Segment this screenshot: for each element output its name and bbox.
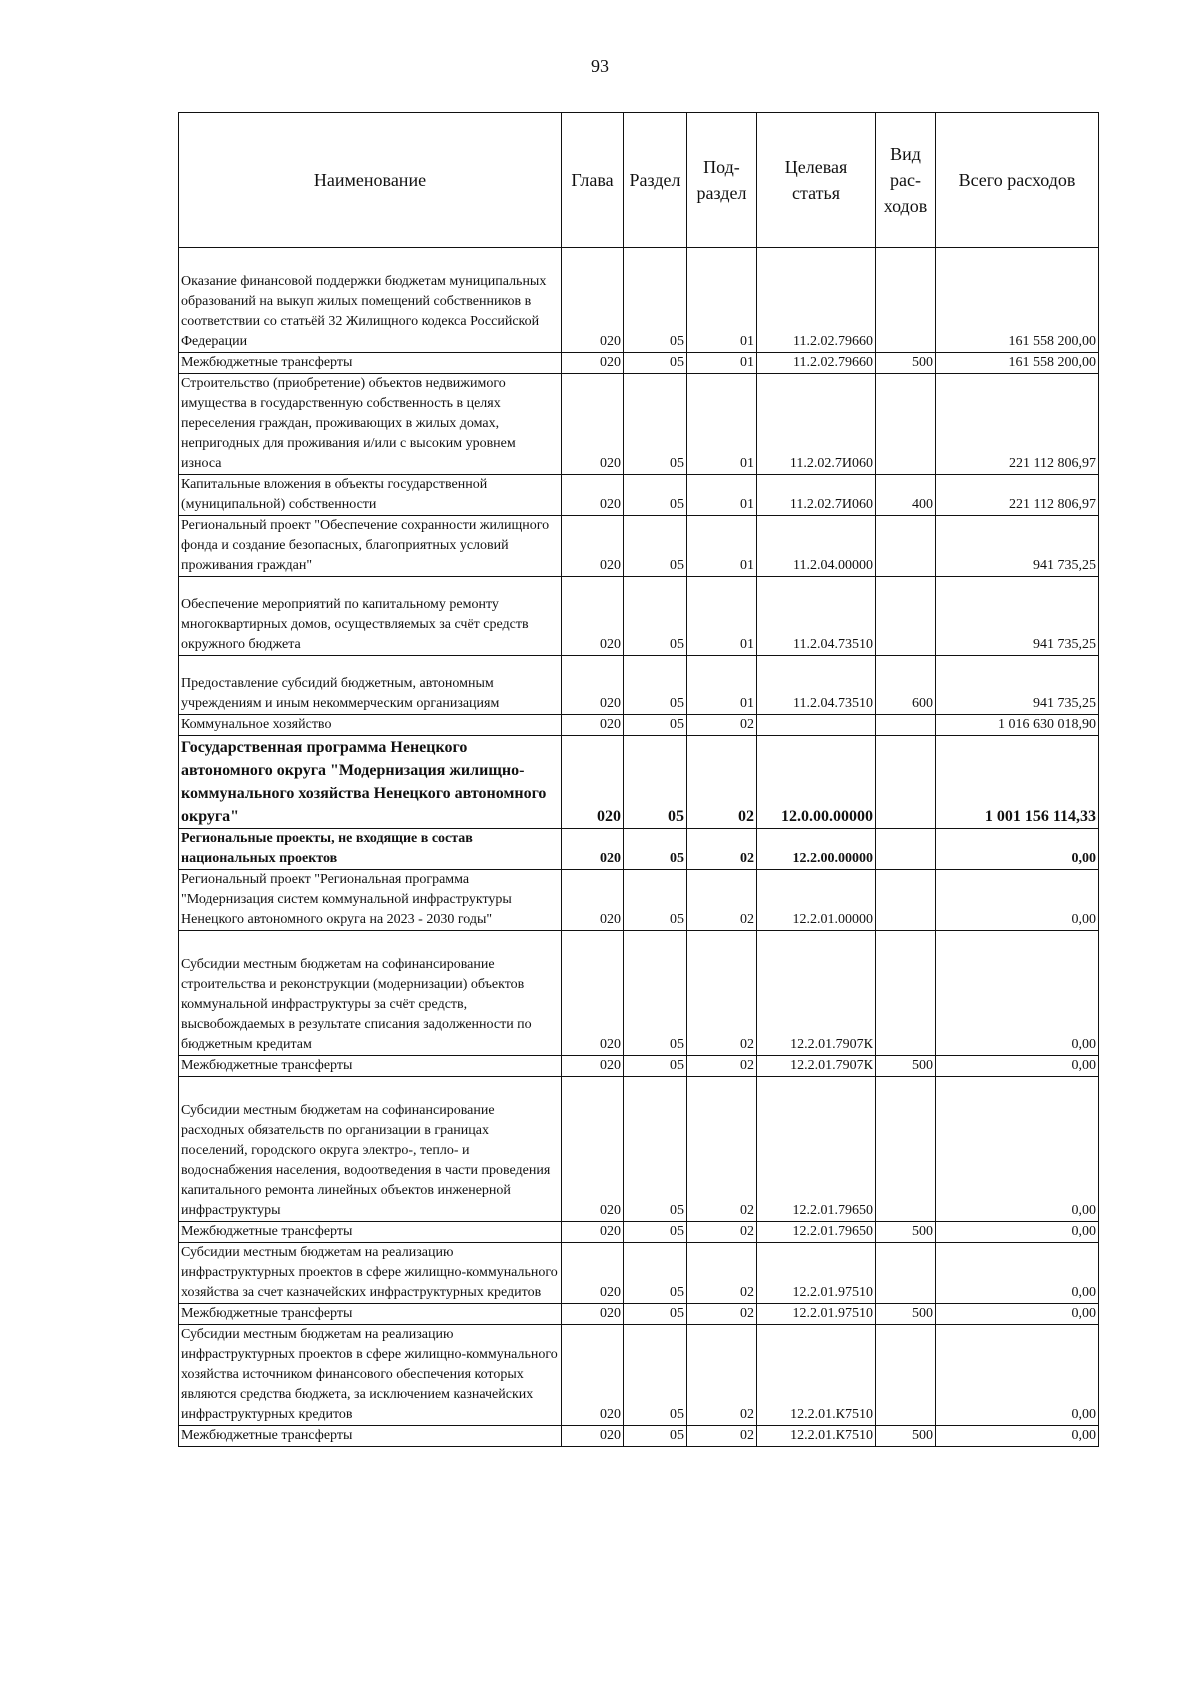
cell-glava: 020 xyxy=(562,931,624,1056)
cell-celevaya: 12.2.01.97510 xyxy=(757,1304,876,1325)
cell-name: Региональные проекты, не входящие в состав национальных проектов xyxy=(179,829,562,870)
cell-razdel: 05 xyxy=(624,715,687,736)
cell-vid xyxy=(876,715,936,736)
cell-total: 1 001 156 114,33 xyxy=(936,736,1099,829)
table-row xyxy=(179,1056,1099,1077)
cell-podrazdel: 02 xyxy=(687,1304,757,1325)
cell-vid xyxy=(876,931,936,1056)
cell-razdel: 05 xyxy=(624,656,687,715)
table-row xyxy=(179,931,1099,1056)
cell-name: Межбюджетные трансферты xyxy=(179,1304,562,1325)
cell-podrazdel: 01 xyxy=(687,577,757,656)
cell-total: 0,00 xyxy=(936,1243,1099,1304)
cell-name: Субсидии местным бюджетам на реализацию инфраструктурных проектов в сфере жилищно-коммунального хозяйства за счет казначейских инфраструктурных кредитов xyxy=(179,1243,562,1304)
cell-celevaya: 11.2.02.79660 xyxy=(757,248,876,353)
cell-total: 941 735,25 xyxy=(936,577,1099,656)
cell-celevaya: 11.2.04.00000 xyxy=(757,516,876,577)
cell-total: 0,00 xyxy=(936,1077,1099,1222)
table-row xyxy=(179,516,1099,577)
cell-total: 221 112 806,97 xyxy=(936,374,1099,475)
cell-celevaya: 12.2.01.79650 xyxy=(757,1077,876,1222)
cell-glava: 020 xyxy=(562,1222,624,1243)
table-row xyxy=(179,736,1099,829)
cell-podrazdel: 02 xyxy=(687,715,757,736)
budget-table xyxy=(178,112,1099,1447)
cell-glava: 020 xyxy=(562,656,624,715)
cell-glava: 020 xyxy=(562,736,624,829)
cell-glava: 020 xyxy=(562,353,624,374)
cell-razdel: 05 xyxy=(624,1056,687,1077)
cell-name: Межбюджетные трансферты xyxy=(179,1056,562,1077)
table-row xyxy=(179,829,1099,870)
header-total: Всего расходов xyxy=(936,113,1099,248)
cell-glava: 020 xyxy=(562,577,624,656)
cell-name: Субсидии местным бюджетам на софинансирование строительства и реконструкции (модернизации) объектов коммунальной инфраструктуры за счёт средств, высвобождаемых в результате списания задолженности по бюджетным кредитам xyxy=(179,931,562,1056)
cell-name: Государственная программа Ненецкого автономного округа "Модернизация жилищно-коммунального хозяйства Ненецкого автономного округа" xyxy=(179,736,562,829)
cell-podrazdel: 01 xyxy=(687,353,757,374)
header-glava: Глава xyxy=(562,113,624,248)
table-row xyxy=(179,870,1099,931)
cell-total: 941 735,25 xyxy=(936,656,1099,715)
cell-total: 1 016 630 018,90 xyxy=(936,715,1099,736)
cell-total: 0,00 xyxy=(936,870,1099,931)
cell-celevaya: 12.2.01.7907К xyxy=(757,931,876,1056)
cell-podrazdel: 02 xyxy=(687,870,757,931)
cell-razdel: 05 xyxy=(624,577,687,656)
cell-celevaya: 12.2.01.79650 xyxy=(757,1222,876,1243)
cell-celevaya xyxy=(757,715,876,736)
cell-razdel: 05 xyxy=(624,870,687,931)
cell-name: Капитальные вложения в объекты государственной (муниципальной) собственности xyxy=(179,475,562,516)
cell-total: 0,00 xyxy=(936,1056,1099,1077)
cell-razdel: 05 xyxy=(624,1325,687,1426)
cell-podrazdel: 02 xyxy=(687,1426,757,1447)
cell-vid xyxy=(876,1243,936,1304)
cell-razdel: 05 xyxy=(624,475,687,516)
cell-name: Коммунальное хозяйство xyxy=(179,715,562,736)
cell-name: Оказание финансовой поддержки бюджетам муниципальных образований на выкуп жилых помещений собственников в соответствии со статьёй 32 Жилищного кодекса Российской Федерации xyxy=(179,248,562,353)
page-number: 93 xyxy=(591,56,609,76)
cell-podrazdel: 02 xyxy=(687,1056,757,1077)
cell-glava: 020 xyxy=(562,1426,624,1447)
cell-podrazdel: 01 xyxy=(687,248,757,353)
cell-celevaya: 11.2.02.7И060 xyxy=(757,475,876,516)
cell-vid: 500 xyxy=(876,1426,936,1447)
cell-name: Строительство (приобретение) объектов недвижимого имущества в государственную собственность в целях переселения граждан, проживающих в жилых домах, непригодных для проживания и/или с высоким уровнем износа xyxy=(179,374,562,475)
cell-glava: 020 xyxy=(562,1077,624,1222)
cell-glava: 020 xyxy=(562,374,624,475)
cell-vid: 400 xyxy=(876,475,936,516)
table-row xyxy=(179,1426,1099,1447)
cell-vid xyxy=(876,516,936,577)
cell-glava: 020 xyxy=(562,715,624,736)
table-row xyxy=(179,1243,1099,1304)
header-razdel: Раздел xyxy=(624,113,687,248)
cell-vid: 500 xyxy=(876,1304,936,1325)
cell-vid xyxy=(876,577,936,656)
cell-celevaya: 12.2.01.7907К xyxy=(757,1056,876,1077)
cell-celevaya: 12.0.00.00000 xyxy=(757,736,876,829)
cell-podrazdel: 02 xyxy=(687,931,757,1056)
cell-razdel: 05 xyxy=(624,1426,687,1447)
cell-razdel: 05 xyxy=(624,931,687,1056)
cell-glava: 020 xyxy=(562,1325,624,1426)
cell-razdel: 05 xyxy=(624,829,687,870)
cell-total: 161 558 200,00 xyxy=(936,248,1099,353)
cell-glava: 020 xyxy=(562,516,624,577)
cell-vid: 500 xyxy=(876,353,936,374)
cell-podrazdel: 02 xyxy=(687,829,757,870)
cell-vid xyxy=(876,1325,936,1426)
table-row xyxy=(179,577,1099,656)
cell-celevaya: 12.2.01.97510 xyxy=(757,1243,876,1304)
cell-podrazdel: 02 xyxy=(687,1222,757,1243)
cell-total: 941 735,25 xyxy=(936,516,1099,577)
cell-total: 0,00 xyxy=(936,1325,1099,1426)
cell-vid: 500 xyxy=(876,1056,936,1077)
table-row xyxy=(179,475,1099,516)
cell-vid xyxy=(876,736,936,829)
cell-razdel: 05 xyxy=(624,1077,687,1222)
cell-name: Предоставление субсидий бюджетным, автономным учреждениям и иным некоммерческим организациям xyxy=(179,656,562,715)
cell-podrazdel: 01 xyxy=(687,656,757,715)
table-row xyxy=(179,374,1099,475)
cell-glava: 020 xyxy=(562,870,624,931)
header-podrazdel: Под-раздел xyxy=(687,113,757,248)
cell-vid xyxy=(876,829,936,870)
cell-vid xyxy=(876,374,936,475)
cell-razdel: 05 xyxy=(624,516,687,577)
cell-razdel: 05 xyxy=(624,736,687,829)
cell-glava: 020 xyxy=(562,1304,624,1325)
cell-vid: 500 xyxy=(876,1222,936,1243)
cell-name: Субсидии местным бюджетам на реализацию инфраструктурных проектов в сфере жилищно-коммунального хозяйства источником финансового обеспечения которых являются средства бюджета, за исключением казначейских инфраструктурных кредитов xyxy=(179,1325,562,1426)
cell-total: 0,00 xyxy=(936,1426,1099,1447)
cell-razdel: 05 xyxy=(624,248,687,353)
table-row xyxy=(179,353,1099,374)
cell-glava: 020 xyxy=(562,829,624,870)
cell-celevaya: 12.2.01.К7510 xyxy=(757,1325,876,1426)
cell-celevaya: 12.2.01.К7510 xyxy=(757,1426,876,1447)
cell-total: 0,00 xyxy=(936,931,1099,1056)
cell-celevaya: 11.2.04.73510 xyxy=(757,577,876,656)
table-row xyxy=(179,715,1099,736)
cell-glava: 020 xyxy=(562,1243,624,1304)
cell-name: Межбюджетные трансферты xyxy=(179,353,562,374)
cell-podrazdel: 02 xyxy=(687,736,757,829)
cell-total: 0,00 xyxy=(936,1222,1099,1243)
cell-vid: 600 xyxy=(876,656,936,715)
cell-vid xyxy=(876,1077,936,1222)
cell-podrazdel: 01 xyxy=(687,516,757,577)
cell-glava: 020 xyxy=(562,1056,624,1077)
table-row xyxy=(179,1222,1099,1243)
cell-vid xyxy=(876,870,936,931)
cell-razdel: 05 xyxy=(624,1243,687,1304)
cell-celevaya: 11.2.04.73510 xyxy=(757,656,876,715)
cell-podrazdel: 01 xyxy=(687,475,757,516)
cell-glava: 020 xyxy=(562,475,624,516)
cell-name: Субсидии местным бюджетам на софинансирование расходных обязательств по организации в границах поселений, городского округа электро-, тепло- и водоснабжения населения, водоотведения в части проведения капитального ремонта линейных объектов инженерной инфраструктуры xyxy=(179,1077,562,1222)
cell-razdel: 05 xyxy=(624,1222,687,1243)
cell-glava: 020 xyxy=(562,248,624,353)
cell-total: 0,00 xyxy=(936,1304,1099,1325)
header-celevaya: Целевая статья xyxy=(757,113,876,248)
cell-podrazdel: 02 xyxy=(687,1325,757,1426)
cell-podrazdel: 01 xyxy=(687,374,757,475)
table-row xyxy=(179,248,1099,353)
table-row xyxy=(179,656,1099,715)
cell-name: Межбюджетные трансферты xyxy=(179,1222,562,1243)
cell-total: 161 558 200,00 xyxy=(936,353,1099,374)
cell-razdel: 05 xyxy=(624,374,687,475)
cell-vid xyxy=(876,248,936,353)
table-header-row xyxy=(179,113,1099,248)
cell-podrazdel: 02 xyxy=(687,1077,757,1222)
cell-celevaya: 12.2.00.00000 xyxy=(757,829,876,870)
cell-razdel: 05 xyxy=(624,1304,687,1325)
table-row xyxy=(179,1304,1099,1325)
cell-total: 0,00 xyxy=(936,829,1099,870)
table-row xyxy=(179,1325,1099,1426)
header-vid: Вид рас-ходов xyxy=(876,113,936,248)
cell-celevaya: 12.2.01.00000 xyxy=(757,870,876,931)
cell-name: Межбюджетные трансферты xyxy=(179,1426,562,1447)
cell-celevaya: 11.2.02.79660 xyxy=(757,353,876,374)
cell-razdel: 05 xyxy=(624,353,687,374)
cell-celevaya: 11.2.02.7И060 xyxy=(757,374,876,475)
cell-name: Обеспечение мероприятий по капитальному ремонту многоквартирных домов, осуществляемых за счёт средств окружного бюджета xyxy=(179,577,562,656)
cell-name: Региональный проект "Обеспечение сохранности жилищного фонда и создание безопасных, благоприятных условий проживания граждан" xyxy=(179,516,562,577)
cell-podrazdel: 02 xyxy=(687,1243,757,1304)
cell-name: Региональный проект "Региональная программа "Модернизация систем коммунальной инфраструктуры Ненецкого автономного округа на 2023 - 2030 годы" xyxy=(179,870,562,931)
table-row xyxy=(179,1077,1099,1222)
cell-total: 221 112 806,97 xyxy=(936,475,1099,516)
header-name: Наименование xyxy=(179,113,562,248)
